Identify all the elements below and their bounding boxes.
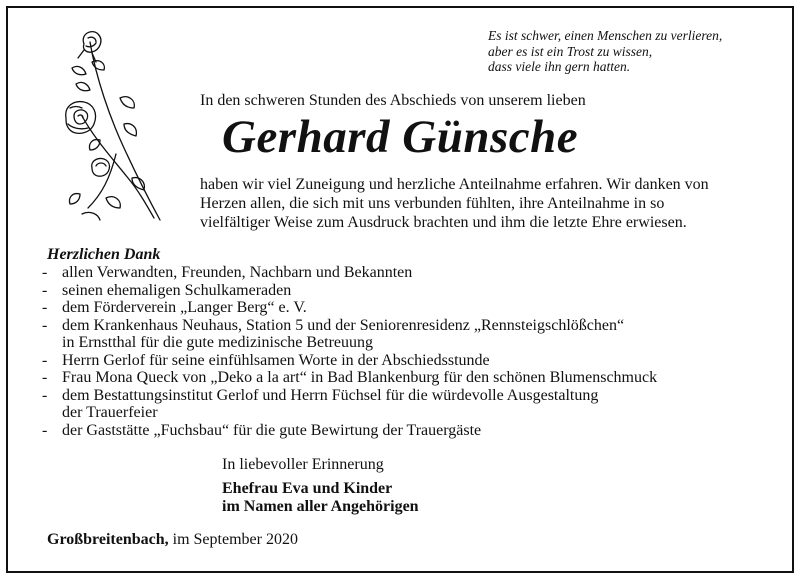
thanks-line-2: Herzen allen, die sich mit uns verbunden fühlten, ihre Anteilnahme in so [200,195,665,212]
list-item [40,317,780,335]
quote-line-3: dass viele ihn gern hatten. [488,59,631,74]
list-item-continuation: in Ernstthal für die gute medizinische Betreuung [62,334,374,351]
signers-line-1: Ehefrau Eva und Kinder [222,480,393,497]
rose-icon [62,28,172,224]
list-dash: - [42,369,48,386]
list-item-text: allen Verwandten, Freunden, Nachbarn und Bekannten [62,264,413,281]
list-dash: - [42,316,48,334]
list-item-text: der Gaststätte „Fuchsbau“ für die gute Bewirtung der Trauergäste [62,421,482,439]
list-item [40,369,780,387]
thanks-line-1: haben wir viel Zuneigung und herzliche Anteilnahme erfahren. Wir danken von [200,176,709,193]
list-item-text: dem Krankenhaus Neuhaus, Station 5 und der Seniorenresidenz „Rennsteigschlößchen“ [62,316,625,334]
list-item [40,387,780,405]
deceased-name: Gerhard Günsche [222,111,579,163]
list-dash: - [42,421,48,439]
quote [488,28,788,75]
signers-line-2: im Namen aller Angehörigen [222,498,419,515]
dank-heading: Herzlichen Dank [47,246,161,263]
place-and-date [47,531,298,549]
list-item-text: Frau Mona Queck von „Deko a la art“ in Bad Blankenburg für den schönen Blumenschmuck [62,369,658,386]
list-dash: - [42,386,48,404]
quote-line-1: Es ist schwer, einen Menschen zu verlieren, [488,28,723,43]
list-dash: - [42,281,48,299]
list-dash: - [42,351,48,369]
list-item-text: seinen ehemaligen Schulkameraden [62,281,292,299]
list-item [40,352,780,370]
list-item-text: dem Förderverein „Langer Berg“ e. V. [62,299,307,316]
quote-line-2: aber es ist ein Trost zu wissen, [488,43,653,59]
list-item-text: dem Bestattungsinstitut Gerlof und Herrn Füchsel für die würdevolle Ausgestaltung [62,386,599,404]
intro-text: In den schweren Stunden des Abschieds von unserem lieben [200,92,586,109]
list-item [40,264,780,282]
list-item-text: Herrn Gerlof für seine einfühlsamen Worte in der Abschiedsstunde [62,351,490,369]
thanks-list [40,264,780,439]
thanks-line-3: vielfältiger Weise zum Ausdruck brachten und ihm die letzte Ehre erwiesen. [200,214,687,231]
signers [222,480,419,516]
thanks-paragraph [200,175,790,232]
list-item [40,282,780,300]
list-dash: - [42,299,48,316]
list-item [40,299,780,317]
closing-phrase: In liebevoller Erinnerung [222,456,384,473]
date-text: im September 2020 [172,531,298,548]
place-name: Großbreitenbach, [47,531,169,548]
list-item-continuation: der Trauerfeier [62,404,158,421]
list-item [40,422,780,440]
list-dash: - [42,264,48,281]
